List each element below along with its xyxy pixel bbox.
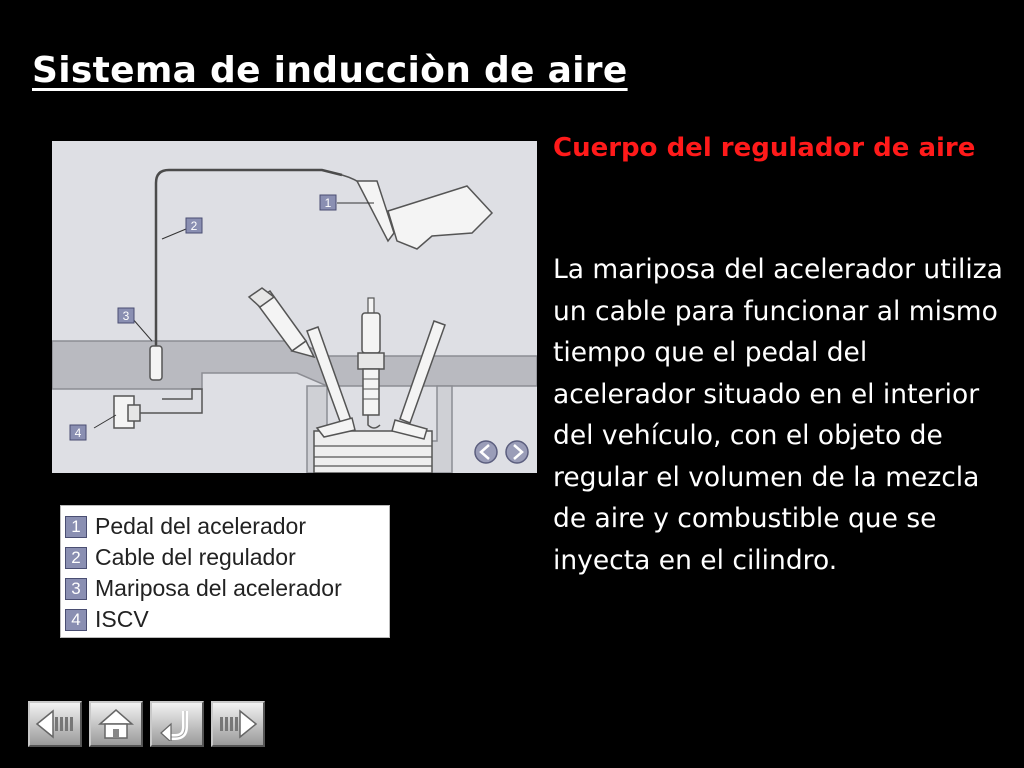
callout-4	[70, 415, 116, 440]
legend-number: 1	[65, 516, 87, 538]
previous-icon[interactable]	[475, 441, 497, 463]
legend-number: 2	[65, 547, 87, 569]
forward-icon	[216, 707, 260, 741]
legend-item	[65, 573, 389, 604]
legend-item	[65, 511, 389, 542]
return-icon	[155, 707, 199, 741]
navigation-bar	[28, 701, 265, 747]
legend-label: Mariposa del acelerador	[95, 575, 342, 601]
legend-label: Pedal del acelerador	[95, 513, 306, 539]
callout-3	[118, 308, 152, 341]
legend-number: 3	[65, 578, 87, 600]
throttle-body-shape	[150, 346, 162, 380]
svg-text:2: 2	[190, 219, 198, 233]
foot-shape	[388, 186, 492, 249]
next-icon[interactable]	[506, 441, 528, 463]
legend-number: 4	[65, 609, 87, 631]
page-title: Sistema de inducciòn de aire	[32, 50, 628, 91]
legend-item	[65, 604, 389, 635]
throttle-cable-line	[156, 170, 342, 349]
spark-plug-shape	[368, 298, 374, 314]
forward-button[interactable]	[211, 701, 265, 747]
back-icon	[33, 707, 77, 741]
home-button[interactable]	[89, 701, 143, 747]
back-button[interactable]	[28, 701, 82, 747]
legend-label: ISCV	[95, 606, 149, 632]
air-induction-diagram	[52, 141, 537, 473]
svg-text:4: 4	[74, 426, 82, 440]
home-icon	[94, 707, 138, 741]
svg-text:3: 3	[122, 309, 130, 323]
legend	[60, 505, 390, 638]
callout-2	[162, 218, 202, 239]
legend-item	[65, 542, 389, 573]
section-body-text: La mariposa del acelerador utiliza un cable para funcionar al mismo tiempo que el pedal del acelerador situado en el interior del vehículo, con el objeto de regular el volumen de la mezcla de aire y combustible que se inyecta en el cilindro.	[553, 254, 1003, 576]
legend-label: Cable del regulador	[95, 544, 296, 570]
return-button[interactable]	[150, 701, 204, 747]
svg-text:1: 1	[324, 196, 332, 210]
section-heading: Cuerpo del regulador de aire	[553, 133, 976, 163]
